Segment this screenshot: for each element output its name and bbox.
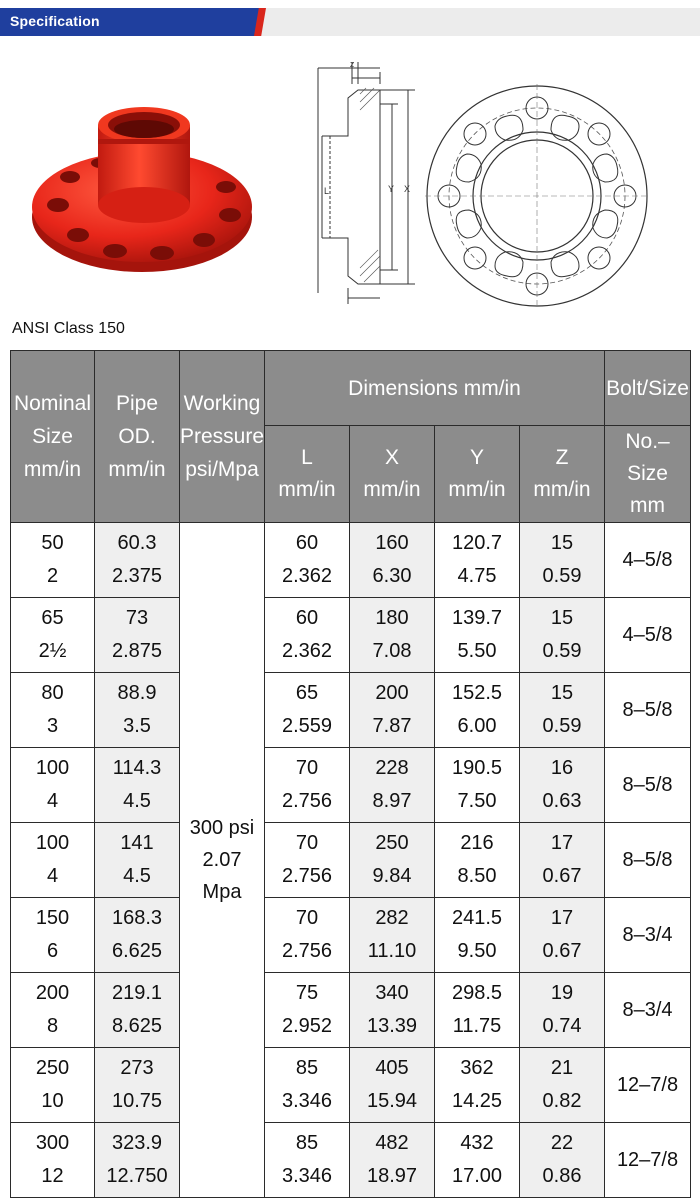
z-cell: 21 0.82 bbox=[520, 1048, 605, 1123]
y-cell: 241.5 9.50 bbox=[435, 898, 520, 973]
z-dimension-label: Z bbox=[350, 62, 355, 69]
pipe-od-cell: 273 10.75 bbox=[95, 1048, 180, 1123]
header-bolt-size: Bolt/Size bbox=[605, 351, 691, 426]
header-nominal-size: Nominal Size mm/in bbox=[11, 351, 95, 523]
nominal-cell: 200 8 bbox=[11, 973, 95, 1048]
table-row bbox=[11, 823, 691, 898]
table-row bbox=[11, 1123, 691, 1198]
pipe-od-cell: 88.9 3.5 bbox=[95, 673, 180, 748]
table-row bbox=[11, 898, 691, 973]
header-z: Z mm/in bbox=[520, 426, 605, 523]
z-cell: 17 0.67 bbox=[520, 898, 605, 973]
nominal-cell: 150 6 bbox=[11, 898, 95, 973]
l-dimension-label: L bbox=[324, 186, 330, 196]
nominal-cell: 65 2½ bbox=[11, 598, 95, 673]
ansi-class-label: ANSI Class 150 bbox=[12, 320, 125, 337]
x-cell: 250 9.84 bbox=[350, 823, 435, 898]
z-cell: 15 0.59 bbox=[520, 523, 605, 598]
header-l: L mm/in bbox=[265, 426, 350, 523]
x-dimension-label: X bbox=[404, 184, 411, 194]
specification-table bbox=[10, 350, 691, 1198]
x-cell: 160 6.30 bbox=[350, 523, 435, 598]
header-dimensions: Dimensions mm/in bbox=[265, 351, 605, 426]
pipe-od-cell: 114.3 4.5 bbox=[95, 748, 180, 823]
header-x: X mm/in bbox=[350, 426, 435, 523]
nominal-cell: 50 2 bbox=[11, 523, 95, 598]
x-cell: 200 7.87 bbox=[350, 673, 435, 748]
table-row bbox=[11, 673, 691, 748]
working-pressure-cell: 300 psi 2.07 Mpa bbox=[180, 523, 265, 1198]
l-cell: 85 3.346 bbox=[265, 1123, 350, 1198]
y-cell: 362 14.25 bbox=[435, 1048, 520, 1123]
nominal-cell: 100 4 bbox=[11, 748, 95, 823]
l-cell: 75 2.952 bbox=[265, 973, 350, 1048]
y-cell: 152.5 6.00 bbox=[435, 673, 520, 748]
l-cell: 85 3.346 bbox=[265, 1048, 350, 1123]
x-cell: 282 11.10 bbox=[350, 898, 435, 973]
x-cell: 405 15.94 bbox=[350, 1048, 435, 1123]
bolt-cell: 4–5/8 bbox=[605, 598, 691, 673]
z-cell: 15 0.59 bbox=[520, 673, 605, 748]
flange-front-view-drawing bbox=[423, 82, 651, 310]
bolt-cell: 8–5/8 bbox=[605, 823, 691, 898]
l-cell: 65 2.559 bbox=[265, 673, 350, 748]
y-cell: 190.5 7.50 bbox=[435, 748, 520, 823]
y-dimension-label: Y bbox=[388, 184, 395, 194]
specification-header-bar bbox=[0, 8, 700, 36]
header-bolt-no-size: No.–Size mm bbox=[605, 426, 691, 523]
pipe-od-cell: 141 4.5 bbox=[95, 823, 180, 898]
header-pipe-od: Pipe OD. mm/in bbox=[95, 351, 180, 523]
bolt-cell: 12–7/8 bbox=[605, 1123, 691, 1198]
y-cell: 216 8.50 bbox=[435, 823, 520, 898]
l-cell: 70 2.756 bbox=[265, 748, 350, 823]
bolt-cell: 12–7/8 bbox=[605, 1048, 691, 1123]
table-row bbox=[11, 973, 691, 1048]
y-cell: 139.7 5.50 bbox=[435, 598, 520, 673]
nominal-cell: 300 12 bbox=[11, 1123, 95, 1198]
table-row bbox=[11, 523, 691, 598]
header-working-pressure: Working Pressure psi/Mpa bbox=[180, 351, 265, 523]
x-cell: 340 13.39 bbox=[350, 973, 435, 1048]
flange-side-view-drawing bbox=[290, 58, 425, 310]
l-cell: 60 2.362 bbox=[265, 598, 350, 673]
flange-product-image bbox=[30, 105, 260, 285]
bolt-cell: 8–5/8 bbox=[605, 748, 691, 823]
specification-title: Specification bbox=[10, 13, 100, 29]
bolt-cell: 8–3/4 bbox=[605, 898, 691, 973]
x-cell: 180 7.08 bbox=[350, 598, 435, 673]
y-cell: 432 17.00 bbox=[435, 1123, 520, 1198]
x-cell: 228 8.97 bbox=[350, 748, 435, 823]
bolt-cell: 8–5/8 bbox=[605, 673, 691, 748]
y-cell: 120.7 4.75 bbox=[435, 523, 520, 598]
z-cell: 16 0.63 bbox=[520, 748, 605, 823]
pipe-od-cell: 219.1 8.625 bbox=[95, 973, 180, 1048]
y-cell: 298.5 11.75 bbox=[435, 973, 520, 1048]
z-cell: 17 0.67 bbox=[520, 823, 605, 898]
nominal-cell: 100 4 bbox=[11, 823, 95, 898]
z-cell: 15 0.59 bbox=[520, 598, 605, 673]
table-row bbox=[11, 748, 691, 823]
nominal-cell: 80 3 bbox=[11, 673, 95, 748]
nominal-cell: 250 10 bbox=[11, 1048, 95, 1123]
pipe-od-cell: 323.9 12.750 bbox=[95, 1123, 180, 1198]
table-row bbox=[11, 1048, 691, 1123]
l-cell: 60 2.362 bbox=[265, 523, 350, 598]
bolt-cell: 4–5/8 bbox=[605, 523, 691, 598]
z-cell: 22 0.86 bbox=[520, 1123, 605, 1198]
pipe-od-cell: 73 2.875 bbox=[95, 598, 180, 673]
z-cell: 19 0.74 bbox=[520, 973, 605, 1048]
l-cell: 70 2.756 bbox=[265, 823, 350, 898]
table-row bbox=[11, 598, 691, 673]
l-cell: 70 2.756 bbox=[265, 898, 350, 973]
header-y: Y mm/in bbox=[435, 426, 520, 523]
bolt-cell: 8–3/4 bbox=[605, 973, 691, 1048]
pipe-od-cell: 168.3 6.625 bbox=[95, 898, 180, 973]
pipe-od-cell: 60.3 2.375 bbox=[95, 523, 180, 598]
x-cell: 482 18.97 bbox=[350, 1123, 435, 1198]
